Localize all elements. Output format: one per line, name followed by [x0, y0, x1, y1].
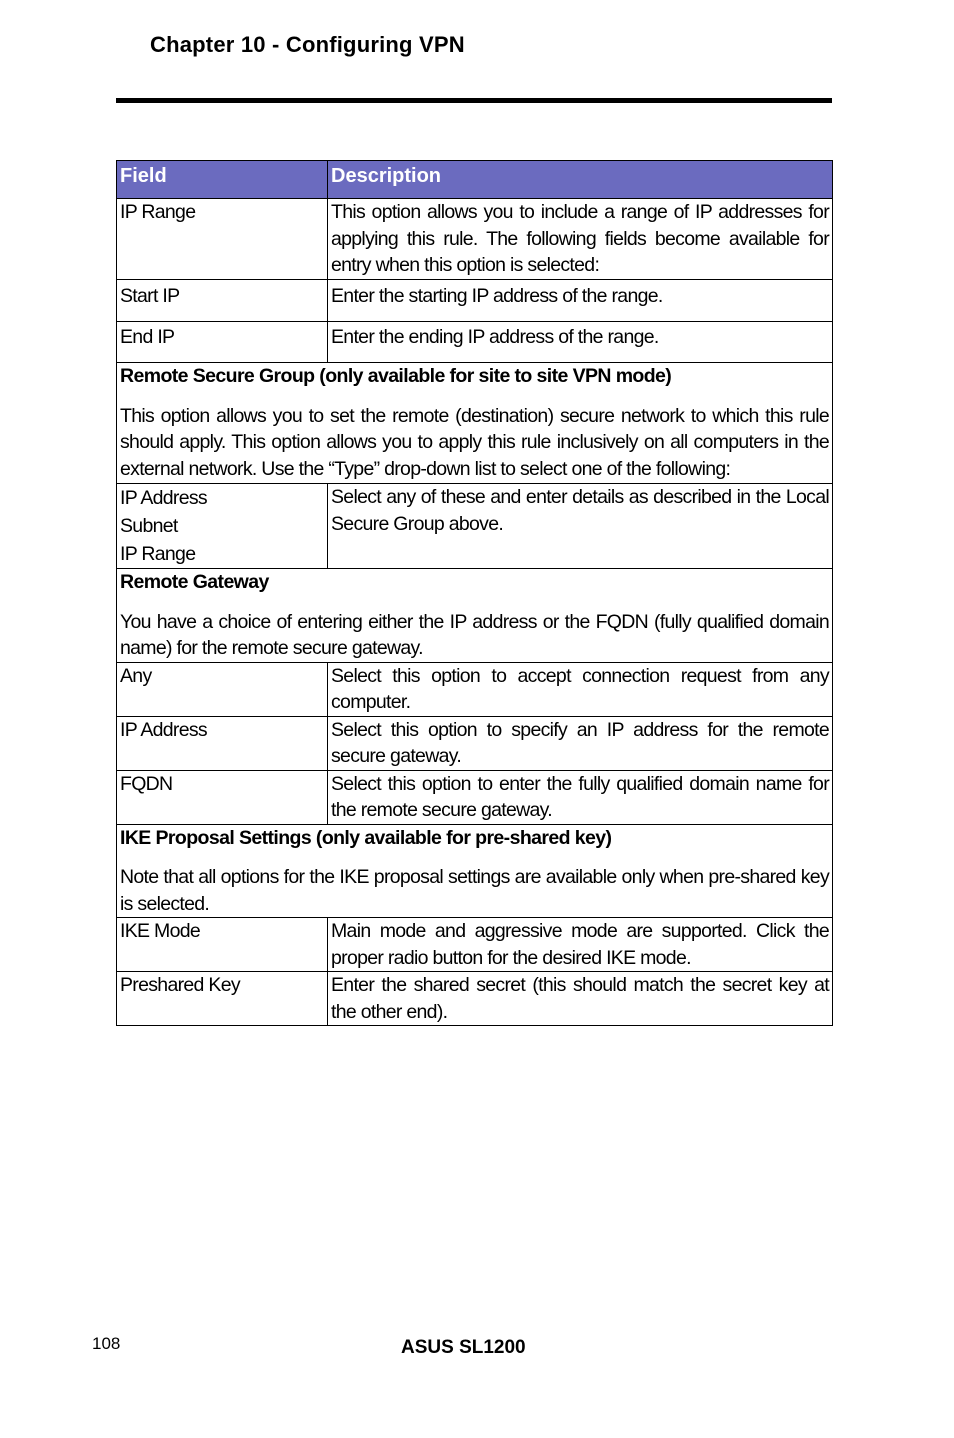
- column-header-description: Description: [328, 161, 833, 199]
- field-cell: IP Address: [117, 716, 328, 770]
- table-row: [117, 280, 833, 322]
- column-header-field: Field: [117, 161, 328, 199]
- table-header-row: [117, 161, 833, 199]
- description-cell: Select this option to specify an IP address for the remote secure gateway.: [328, 716, 833, 770]
- description-cell: Select this option to accept connection request from any computer.: [328, 662, 833, 716]
- field-cell: Preshared Key: [117, 972, 328, 1026]
- description-cell: Main mode and aggressive mode are supported. Click the proper radio button for the desired IKE mode.: [328, 918, 833, 972]
- description-cell: Enter the starting IP address of the range.: [328, 280, 833, 322]
- section-row-remote-gateway: [117, 569, 833, 663]
- field-subnet: Subnet: [120, 515, 178, 537]
- section-text: You have a choice of entering either the IP address or the FQDN (fully qualified domain name) for the remote secure gateway.: [120, 610, 829, 659]
- field-cell: IKE Mode: [117, 918, 328, 972]
- field-cell: FQDN: [117, 770, 328, 824]
- table-row: [117, 716, 833, 770]
- table-row: [117, 918, 833, 972]
- description-cell: Select any of these and enter details as described in the Local Secure Group above.: [328, 484, 833, 569]
- table-row: [117, 770, 833, 824]
- section-row-ike-proposal: [117, 824, 833, 918]
- field-cell: Start IP: [117, 280, 328, 322]
- table-row: [117, 972, 833, 1026]
- field-cell: [117, 484, 328, 569]
- field-description-table: [116, 160, 833, 1026]
- section-heading: IKE Proposal Settings (only available for pre-shared key): [120, 826, 612, 849]
- header-rule: [116, 98, 832, 103]
- table-row: [117, 199, 833, 280]
- description-cell: Enter the ending IP address of the range.: [328, 322, 833, 363]
- field-cell: Any: [117, 662, 328, 716]
- table-row: [117, 322, 833, 363]
- field-cell: End IP: [117, 322, 328, 363]
- table-row: [117, 484, 833, 569]
- section-heading: Remote Gateway: [120, 571, 269, 593]
- section-row-remote-secure-group: [117, 363, 833, 484]
- field-ip-range: IP Range: [120, 543, 196, 565]
- section-heading: Remote Secure Group (only available for site to site VPN mode): [120, 365, 672, 387]
- page-number: 108: [92, 1334, 121, 1353]
- description-cell: This option allows you to include a range of IP addresses for applying this rule. The following fields become available for entry when this option is selected:: [328, 199, 833, 280]
- field-ip-address: IP Address: [120, 487, 207, 509]
- section-text: Note that all options for the IKE proposal settings are available only when pre-shared key is selected.: [120, 866, 829, 915]
- description-cell: Select this option to enter the fully qualified domain name for the remote secure gateway.: [328, 770, 833, 824]
- table-row: [117, 662, 833, 716]
- footer-product-name: ASUS SL1200: [401, 1337, 526, 1358]
- chapter-title: Chapter 10 - Configuring VPN: [150, 32, 465, 57]
- description-cell: Enter the shared secret (this should match the secret key at the other end).: [328, 972, 833, 1026]
- field-cell: IP Range: [117, 199, 328, 280]
- section-text: This option allows you to set the remote (destination) secure network to which this rule should apply. This option allows you to apply this rule inclusively on all computers in the external network. Use the “Type” drop-down list to select one of the following:: [120, 404, 829, 480]
